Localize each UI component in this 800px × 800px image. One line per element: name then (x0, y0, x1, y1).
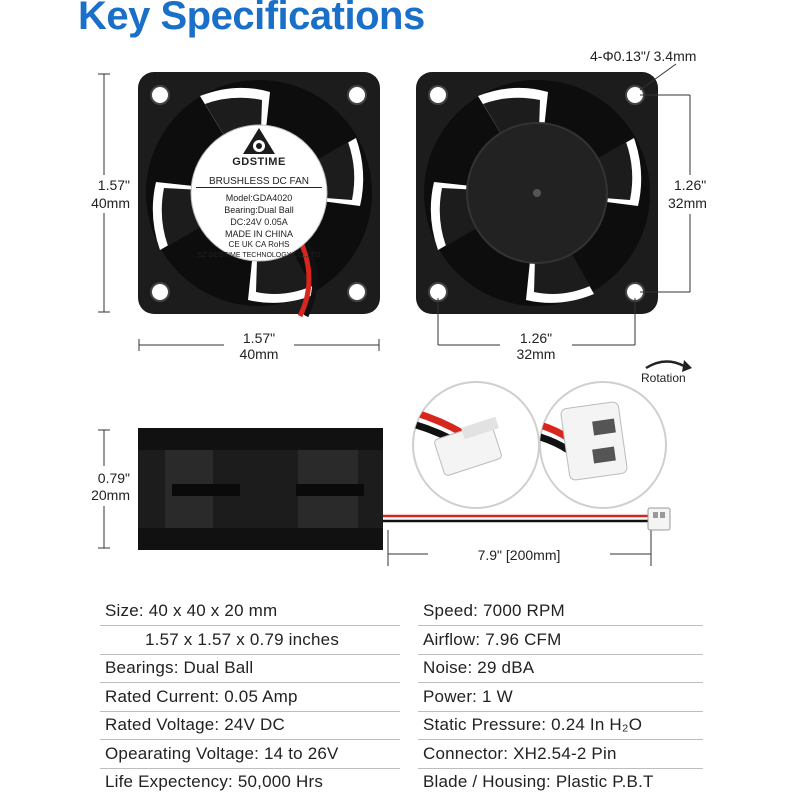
thickness-in: 0.79" (97, 470, 130, 486)
hole-spacing-h-mm: 32mm (516, 346, 556, 362)
spec-text: Blade / Housing: Plastic P.B.T (423, 772, 654, 791)
side-view-fan (138, 428, 383, 550)
spec-row-left (100, 626, 400, 655)
cable (383, 508, 670, 530)
spec-text: Size: 40 x 40 x 20 mm (105, 601, 278, 620)
fan-label-type: BRUSHLESS DC FAN (196, 176, 322, 188)
hole-spacing-h-in: 1.26" (519, 330, 553, 346)
spec-row-left (100, 711, 400, 740)
spec-text: Speed: 7000 RPM (423, 601, 565, 620)
spec-text: Connector: XH2.54-2 Pin (423, 743, 617, 763)
spec-row-right (418, 597, 703, 626)
connector-zoom-left (413, 382, 539, 508)
spec-row-left (100, 683, 400, 712)
spec-text: Life Expectency: 50,000 Hrs (105, 772, 324, 791)
spec-text: Rated Current: 0.05 Amp (105, 686, 298, 706)
spec-text: Rated Voltage: 24V DC (105, 715, 285, 734)
rotation-label: Rotation (641, 371, 686, 385)
spec-row-left (100, 597, 400, 626)
spec-row-left (100, 654, 400, 683)
spec-text: Static Pressure: 0.24 In H₂O (423, 715, 643, 734)
cable-length: 7.9" [200mm] (477, 547, 561, 563)
front-height-mm: 40mm (91, 195, 130, 211)
fan-label-maker: SZ GDSTIME TECHNOLOGY CO.,LTD (197, 252, 321, 259)
spec-row-right (418, 626, 703, 655)
hole-spacing-v-mm: 32mm (668, 195, 707, 211)
hole-spacing-v-in: 1.26" (674, 177, 707, 193)
front-width-mm: 40mm (239, 346, 279, 362)
front-height-in: 1.57" (97, 177, 130, 193)
spec-text: Bearings: Dual Ball (105, 658, 254, 677)
fan-label-rating: DC:24V 0.05A (230, 217, 288, 227)
spec-row-right (418, 711, 703, 740)
spec-text: Opearating Voltage: 14 to 26V (105, 743, 339, 763)
spec-row-left (100, 768, 400, 796)
front-width-in: 1.57" (242, 330, 276, 346)
hole-dimension-label: 4-Φ0.13"/ 3.4mm (590, 48, 697, 64)
fan-label-bearing: Bearing:Dual Ball (224, 205, 294, 215)
spec-text: Power: 1 W (423, 686, 513, 706)
spec-row-right (418, 683, 703, 712)
spec-row-right (418, 740, 703, 769)
fan-label-brand: GDSTIME (232, 156, 286, 168)
spec-row-right (418, 768, 703, 796)
spec-text: Airflow: 7.96 CFM (423, 629, 562, 649)
connector-zoom-right (540, 382, 666, 508)
page-title: Key Specifications (78, 0, 425, 38)
spec-row-right (418, 654, 703, 683)
thickness-mm: 20mm (91, 487, 130, 503)
spec-row-left (100, 740, 400, 769)
fan-label-origin: MADE IN CHINA (224, 229, 293, 239)
back-fan (416, 72, 658, 314)
spec-text: 1.57 x 1.57 x 0.79 inches (145, 629, 340, 649)
fan-label-model: Model:GDA4020 (225, 193, 293, 203)
fan-label-certs: CE UK CA RoHS (228, 240, 290, 249)
spec-text: Noise: 29 dBA (423, 658, 535, 677)
